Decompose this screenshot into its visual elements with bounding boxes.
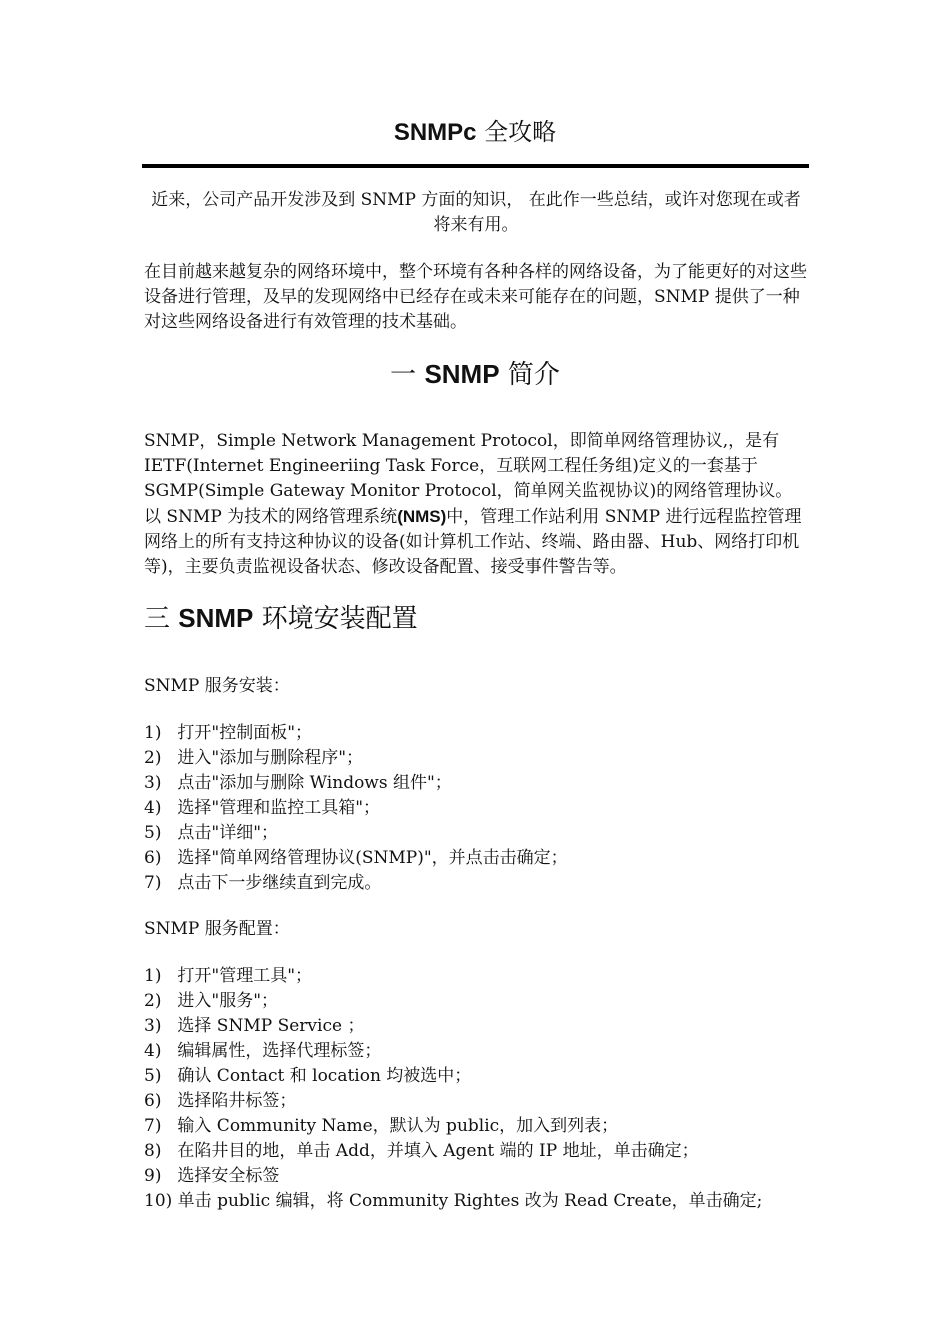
list-item xyxy=(144,871,808,896)
step-text: 点击"详细"； xyxy=(177,823,279,843)
section-title-cjk: 简介 xyxy=(507,360,560,390)
section-title-cjk: 环境安装配置 xyxy=(261,604,418,634)
step-number: 8) xyxy=(144,1141,162,1161)
step-number: 6) xyxy=(144,848,162,868)
step-text: 选择"简单网络管理协议(SNMP)"，并点击击确定； xyxy=(177,848,568,868)
step-text: 选择陷井标签； xyxy=(177,1091,297,1111)
document-title-cjk: 全攻略 xyxy=(484,118,557,146)
definition-text-part1: SNMP，Simple Network Management Protocol，即简单网络管理协议,，是有IETF(Internet Engineeriing Task Force，互联网工程任务组)定义的一套基于SGMP(Simple Gateway Monitor Protocol，简单网关监视协议)的网络管理协议。以 SNMP 为技术的网络管理系统 xyxy=(144,431,793,527)
step-number: 7) xyxy=(144,1116,162,1136)
step-text: 进入"服务"； xyxy=(177,991,279,1011)
step-number: 5) xyxy=(144,1066,162,1086)
section-title-latin: SNMP xyxy=(424,359,500,389)
list-item xyxy=(144,1164,808,1189)
config-steps-list xyxy=(144,964,808,1214)
step-text: 选择"管理和监控工具箱"； xyxy=(177,798,381,818)
step-text: 进入"添加与删除程序"； xyxy=(177,748,364,768)
list-item xyxy=(144,846,808,871)
list-item xyxy=(144,1114,808,1139)
intro-paragraph: 近来，公司产品开发涉及到 SNMP 方面的知识， 在此作一些总结，或许对您现在或者将来有用。 xyxy=(151,190,801,235)
list-item xyxy=(144,1189,808,1214)
config-label: SNMP 服务配置： xyxy=(144,919,290,939)
step-number: 7) xyxy=(144,873,162,893)
step-text: 输入 Community Name，默认为 public，加入到列表； xyxy=(177,1116,619,1136)
list-item xyxy=(144,1089,808,1114)
step-text: 选择 SNMP Service ； xyxy=(177,1016,365,1036)
step-number: 5) xyxy=(144,823,162,843)
step-number: 10) xyxy=(144,1191,173,1211)
install-steps-list xyxy=(144,721,808,896)
snmp-definition-paragraph xyxy=(144,429,808,580)
list-item xyxy=(144,1014,808,1039)
section-heading-snmp-intro xyxy=(142,356,808,393)
section-number: 三 xyxy=(144,604,171,634)
step-number: 1) xyxy=(144,723,162,743)
step-number: 4) xyxy=(144,798,162,818)
definition-nms-bold: (NMS) xyxy=(397,507,447,526)
step-text: 打开"管理工具"； xyxy=(177,966,313,986)
step-number: 2) xyxy=(144,991,162,1011)
document-title-latin: SNMPc xyxy=(393,119,477,146)
install-label: SNMP 服务安装： xyxy=(144,676,290,696)
step-number: 3) xyxy=(144,773,162,793)
step-text: 编辑属性，选择代理标签； xyxy=(177,1041,382,1061)
list-item xyxy=(144,1139,808,1164)
list-item xyxy=(144,821,808,846)
title-divider xyxy=(142,164,809,168)
list-item xyxy=(144,746,808,771)
section-heading-snmp-setup xyxy=(144,600,808,637)
step-number: 2) xyxy=(144,748,162,768)
step-number: 1) xyxy=(144,966,162,986)
step-text: 确认 Contact 和 location 均被选中； xyxy=(177,1066,472,1086)
list-item xyxy=(144,989,808,1014)
background-paragraph: 在目前越来越复杂的网络环境中，整个环境有各种各样的网络设备，为了能更好的对这些设备进行管理，及早的发现网络中已经存在或未来可能存在的问题，SNMP 提供了一种对这些网络设备进行有效管理的技术基础。 xyxy=(144,262,807,332)
step-text: 选择安全标签 xyxy=(177,1166,280,1186)
step-text: 点击下一步继续直到完成。 xyxy=(177,873,382,893)
list-item xyxy=(144,796,808,821)
step-text: 在陷井目的地，单击 Add，并填入 Agent 端的 IP 地址，单击确定； xyxy=(177,1141,699,1161)
step-text: 单击 public 编辑，将 Community Rightes 改为 Read Create，单击确定; xyxy=(177,1191,763,1211)
section-title-latin: SNMP xyxy=(178,603,254,633)
list-item xyxy=(144,721,808,746)
step-number: 4) xyxy=(144,1041,162,1061)
list-item xyxy=(144,1039,808,1064)
step-number: 6) xyxy=(144,1091,162,1111)
step-number: 3) xyxy=(144,1016,162,1036)
list-item xyxy=(144,1064,808,1089)
section-number: 一 xyxy=(390,360,417,390)
step-text: 打开"控制面板"； xyxy=(177,723,313,743)
definition-text-part2: 中，管理工作站利用 SNMP 进行远程监控管理网络上的所有支持这种协议的设备(如计算机工作站、终端、路由器、Hub、网络打印机等)，主要负责监视设备状态、修改设备配置、接受事件警告等。 xyxy=(144,507,802,577)
list-item xyxy=(144,964,808,989)
step-number: 9) xyxy=(144,1166,162,1186)
list-item xyxy=(144,771,808,796)
step-text: 点击"添加与删除 Windows 组件"； xyxy=(177,773,452,793)
document-title xyxy=(142,116,808,149)
